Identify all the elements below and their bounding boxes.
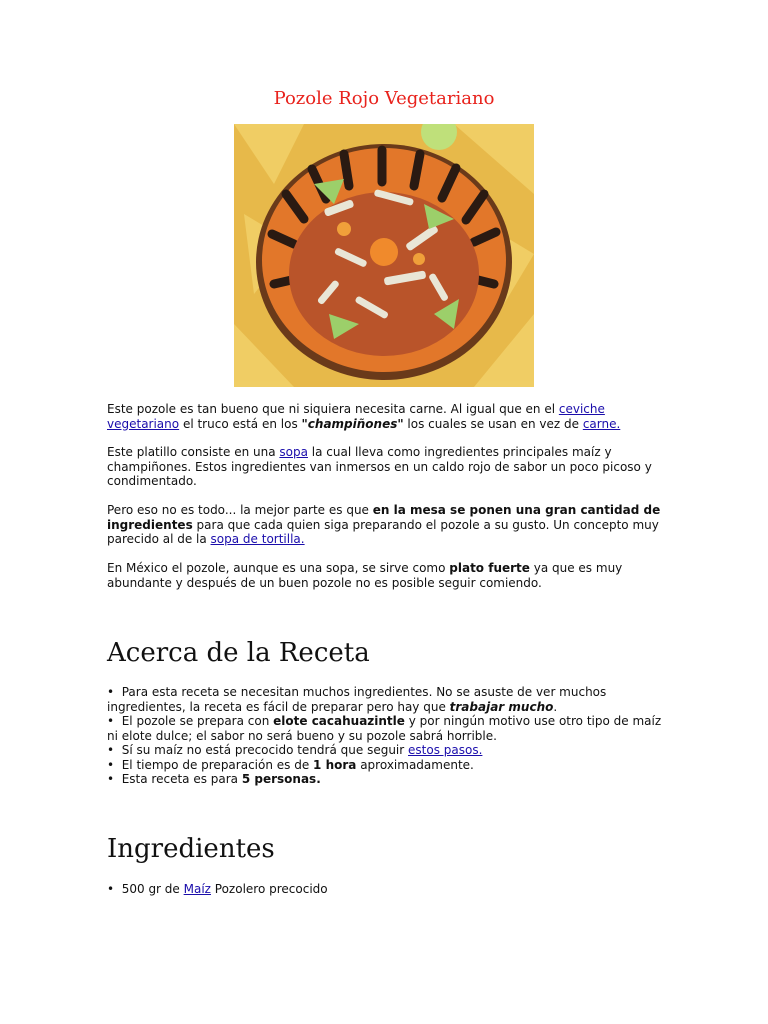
bullet-icon: •: [107, 757, 115, 772]
bullet-icon: •: [107, 714, 115, 728]
intro-paragraph-1: [107, 402, 667, 431]
bullet-icon: •: [107, 685, 115, 699]
list-item: [107, 758, 667, 773]
ingredients-heading: Ingredientes: [107, 834, 275, 864]
recipe-title: Pozole Rojo Vegetariano: [273, 88, 495, 109]
plato-fuerte-emphasis: plato fuerte: [449, 561, 530, 575]
intro-text: Pero eso no es todo... la mejor parte es que: [107, 503, 373, 517]
estos-pasos-link[interactable]: estos pasos.: [408, 743, 483, 757]
list-item: [107, 772, 667, 787]
intro-text: la cual lleva como ingredientes principales maíz y champiñones. Estos ingredientes van inmersos en un caldo rojo de sabor un poco picoso y condimentado.: [107, 445, 652, 488]
sopa-de-tortilla-link[interactable]: sopa de tortilla.: [210, 532, 305, 546]
list-item: [107, 882, 667, 897]
item-text: aproximadamente.: [356, 757, 474, 772]
list-item: [107, 714, 667, 743]
servings-emphasis: 5 personas.: [241, 772, 321, 786]
about-recipe-heading: Acerca de la Receta: [107, 638, 370, 668]
item-text: .: [553, 699, 558, 714]
ceviche-vegetariano-link[interactable]: ceviche vegetariano: [107, 402, 605, 431]
mesa-emphasis: en la mesa se ponen una gran cantidad de ingredientes: [107, 503, 661, 532]
trabajar-mucho-emphasis: trabajar mucho: [449, 699, 554, 714]
bullet-icon: •: [107, 882, 115, 896]
item-text: Pozolero precocido: [210, 882, 328, 896]
time-emphasis: 1 hora: [313, 757, 357, 772]
intro-text: ya que es muy abundante y después de un buen pozole no es posible seguir comiendo.: [107, 561, 623, 590]
item-text: El tiempo de preparación es de: [121, 757, 314, 772]
list-item: [107, 685, 667, 714]
about-recipe-list: [107, 685, 667, 787]
sopa-link[interactable]: sopa: [279, 445, 308, 459]
bullet-icon: •: [107, 743, 115, 757]
intro-text: Este platillo consiste en una: [107, 445, 280, 459]
item-text: Para esta receta se necesitan muchos ingredientes. No se asuste de ver muchos ingredientes, la receta es fácil de preparar pero hay que: [107, 685, 607, 714]
intro-text: el truco está en los: [179, 416, 302, 431]
intro-text: En México el pozole, aunque es una sopa, se sirve como: [107, 561, 450, 575]
ingredients-list: [107, 882, 667, 897]
elote-emphasis: elote cacahuazintle: [273, 714, 405, 728]
maiz-link[interactable]: Maíz: [183, 882, 211, 896]
item-text: 500 gr de: [121, 882, 184, 896]
bullet-icon: •: [107, 772, 115, 786]
item-text: Esta receta es para: [121, 772, 242, 786]
list-item: [107, 743, 667, 758]
item-text: y por ningún motivo use otro tipo de maíz ni elote dulce; el sabor no será bueno y su pozole sabrá horrible.: [107, 714, 662, 743]
item-text: El pozole se prepara con: [121, 714, 274, 728]
intro-paragraph-4: [107, 561, 667, 590]
item-text: Sí su maíz no está precocido tendrá que seguir: [121, 743, 409, 757]
intro-text: los cuales se usan en vez de: [403, 416, 583, 431]
intro-paragraph-3: [107, 503, 667, 547]
champinones-emphasis: "champiñones": [301, 416, 404, 431]
intro-text: para que cada quien siga preparando el pozole a su gusto. Un concepto muy parecido al de la: [107, 517, 659, 546]
carne-link[interactable]: carne.: [582, 416, 621, 431]
pozole-photo: [234, 124, 534, 387]
intro-paragraph-2: [107, 445, 667, 489]
intro-text: Este pozole es tan bueno que ni siquiera necesita carne. Al igual que en el: [107, 402, 559, 416]
